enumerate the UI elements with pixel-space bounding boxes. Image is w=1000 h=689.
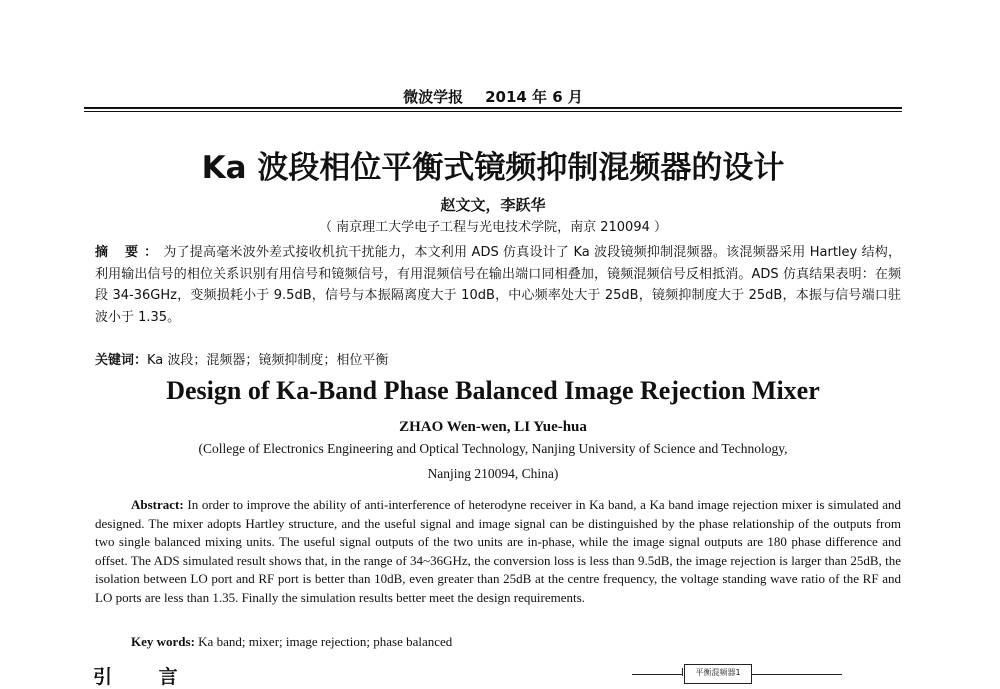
english-abstract [95, 496, 901, 608]
chinese-abstract-text: 为了提高毫米波外差式接收机抗干扰能力，本文利用 ADS 仿真设计了 Ka 波段镜频抑制混频器。该混频器采用 Hartley 结构，利用输出信号的相位关系识别有用信号和镜频信号，有用混频信号在输出端口同相叠加，镜频混频信号反相抵消。ADS 仿真结果表明：在频段 34-36GHz，变频损耗小于 9.5dB，信号与本振隔离度大于 10dB，中心频率处大于 25dB，镜频抑制度大于 25dB，本振与信号端口驻波小于 1.35。 [95, 245, 901, 325]
chinese-title: Ka 波段相位平衡式镜频抑制混频器的设计 [201, 150, 785, 186]
header-rule-thin [84, 111, 902, 112]
figure-tick [682, 668, 683, 676]
chinese-keywords [95, 349, 901, 368]
english-keywords [131, 634, 452, 650]
chinese-abstract-label: 摘 要： [95, 245, 164, 260]
english-keywords-label: Key words: [131, 634, 195, 649]
chinese-affiliation: （ 南京理工大学电子工程与光电技术学院，南京 210094 ） [318, 220, 668, 235]
figure-line-left [632, 674, 682, 675]
issue-date: 2014 年 6 月 [485, 88, 583, 106]
chinese-keywords-text: Ka 波段；混频器；镜频抑制度；相位平衡 [147, 353, 389, 368]
chinese-abstract [95, 242, 901, 328]
english-affiliation-line2: Nanjing 210094, China) [427, 466, 559, 481]
section-heading-introduction: 引 言 [93, 666, 198, 688]
english-authors: ZHAO Wen-wen, LI Yue-hua [399, 419, 587, 435]
english-affiliation-line1: (College of Electronics Engineering and Optical Technology, Nanjing University of Science and Technology, [198, 441, 788, 456]
chinese-keywords-label: 关键词： [95, 353, 148, 368]
english-keywords-text: Ka band; mixer; image rejection; phase balanced [198, 634, 453, 649]
figure-fragment [632, 664, 842, 684]
figure-mixer-box: 平衡混频器1 [684, 664, 752, 684]
english-title: Design of Ka-Band Phase Balanced Image Rejection Mixer [166, 376, 820, 405]
chinese-authors: 赵文文，李跃华 [440, 196, 546, 214]
journal-name: 微波学报 [403, 88, 464, 106]
english-abstract-text: In order to improve the ability of anti-interference of heterodyne receiver in Ka band, a Ka band image rejection mixer is simulated and designed. The mixer adopts Hartley structure, and the useful signal and image signal can be distinguished by the phase relationship of the outputs from two single balanced mixing units. The useful signal outputs of the two units are in-phase, while the image signal outputs are 180 phase difference and offset. The ADS simulated result shows that, in the range of 34~36GHz, the conversion loss is less than 9.5dB, the image rejection is larger than 25dB, the isolation between LO port and RF port is better than 10dB, even greater than 25dB at the centre frequency, the voltage standing wave ratio of the RF and LO ports are less than 1.35. Finally the simulation results better meet the design requirements. [95, 497, 901, 605]
header-rule-thick [84, 107, 902, 109]
figure-line-right [752, 674, 842, 675]
running-header [84, 86, 902, 107]
english-abstract-label: Abstract: [131, 497, 184, 512]
